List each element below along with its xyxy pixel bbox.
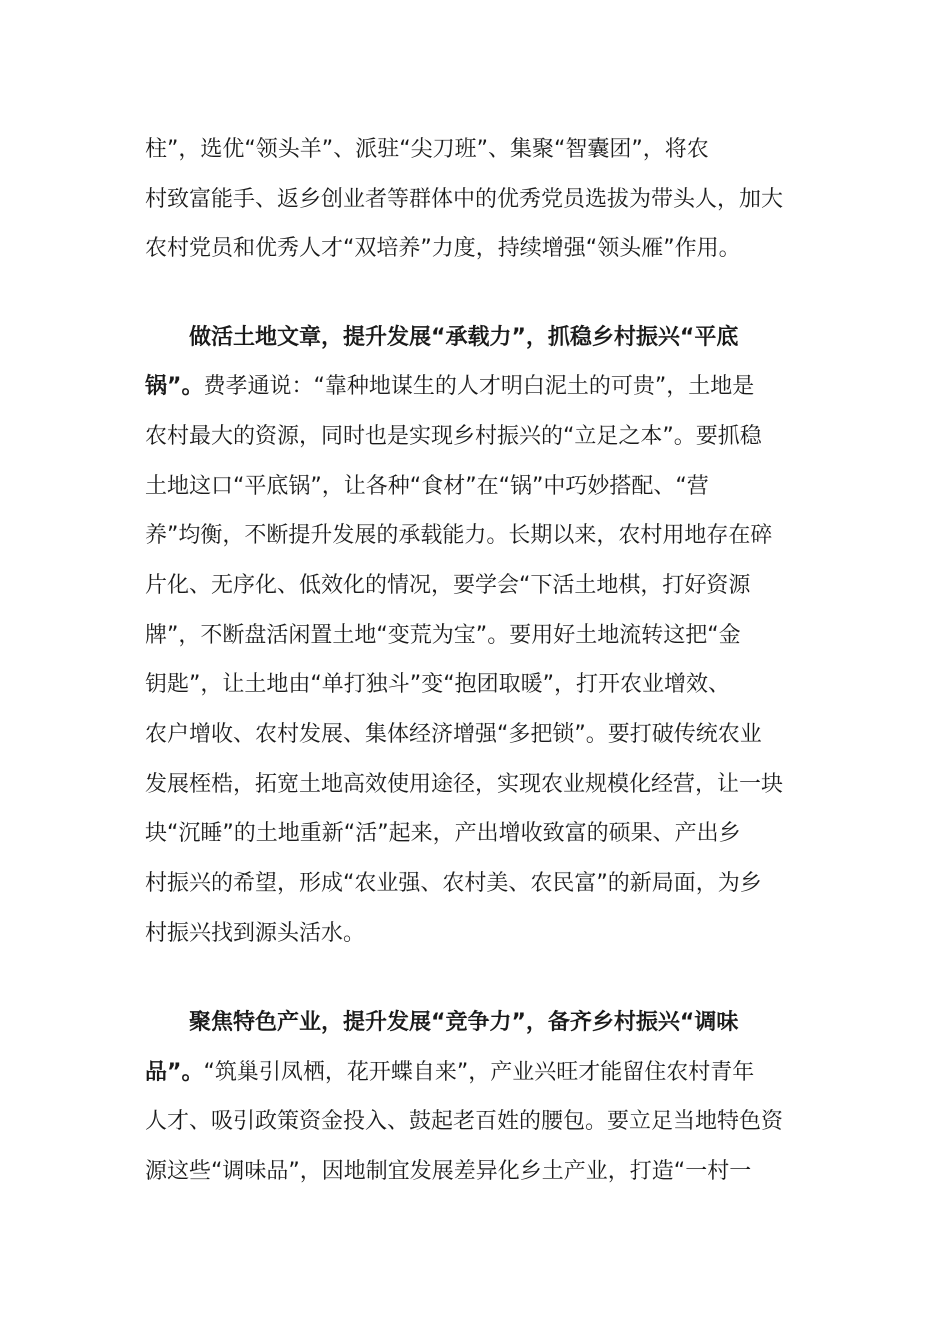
p3-heading-line-2: 品”。: [145, 1060, 204, 1085]
p2-line-5: 养”均衡，不断提升发展的承载能力。长期以来，农村用地存在碎: [145, 523, 773, 548]
p3-heading-line-1: 聚焦特色产业，提升发展“竞争力”，备齐乡村振兴“调味: [189, 1010, 739, 1035]
p2-line-11: 块“沉睡”的土地重新“活”起来，产出增收致富的硕果、产出乡: [145, 821, 741, 846]
p2-line-8: 钥匙”，让土地由“单打独斗”变“抱团取暖”，打开农业增效、: [145, 672, 730, 697]
p2-heading-line-1: 做活土地文章，提升发展“承载力”，抓稳乡村振兴“平底: [189, 325, 739, 350]
p2-line-2: [145, 369, 805, 405]
p3-line-2-text: “筑巢引凤栖，花开蝶自来”，产业兴旺才能留住农村青年: [203, 1060, 755, 1085]
p2-line-2-text: 费孝通说：“靠种地谋生的人才明白泥土的可贵”，土地是: [203, 374, 755, 399]
p2-line-9: 农户增收、农村发展、集体经济增强“多把锁”。要打破传统农业: [145, 722, 762, 747]
p3-line-3: 人才、吸引政策资金投入、鼓起老百姓的腰包。要立足当地特色资: [145, 1109, 784, 1134]
p2-line-3: 农村最大的资源，同时也是实现乡村振兴的“立足之本”。要抓稳: [145, 424, 762, 449]
p3-line-2: [145, 1055, 805, 1091]
p1-line-2: 村致富能手、返乡创业者等群体中的优秀党员选拔为带头人，加大: [145, 187, 784, 212]
p2-line-4: 土地这口“平底锅”，让各种“食材”在“锅”中巧妙搭配、“营: [145, 474, 709, 499]
p2-line-6: 片化、无序化、低效化的情况，要学会“下活土地棋，打好资源: [145, 573, 751, 598]
p2-line-13: 村振兴找到源头活水。: [145, 921, 366, 946]
p1-line-1: 柱”，选优“领头羊”、派驻“尖刀班”、集聚“智囊团”，将农: [145, 137, 709, 162]
p1-line-3: 农村党员和优秀人才“双培养”力度，持续增强“领头雁”作用。: [145, 236, 741, 261]
p2-line-10: 发展桎梏，拓宽土地高效使用途径，实现农业规模化经营，让一块: [145, 772, 784, 797]
p2-line-7: 牌”，不断盘活闲置土地“变荒为宝”。要用好土地流转这把“金: [145, 623, 741, 648]
p3-line-4: 源这些“调味品”，因地制宜发展差异化乡土产业，打造“一村一: [145, 1159, 752, 1184]
p2-line-12: 村振兴的希望，形成“农业强、农村美、农民富”的新局面，为乡: [145, 871, 762, 896]
p2-heading-line-2: 锅”。: [145, 374, 204, 399]
